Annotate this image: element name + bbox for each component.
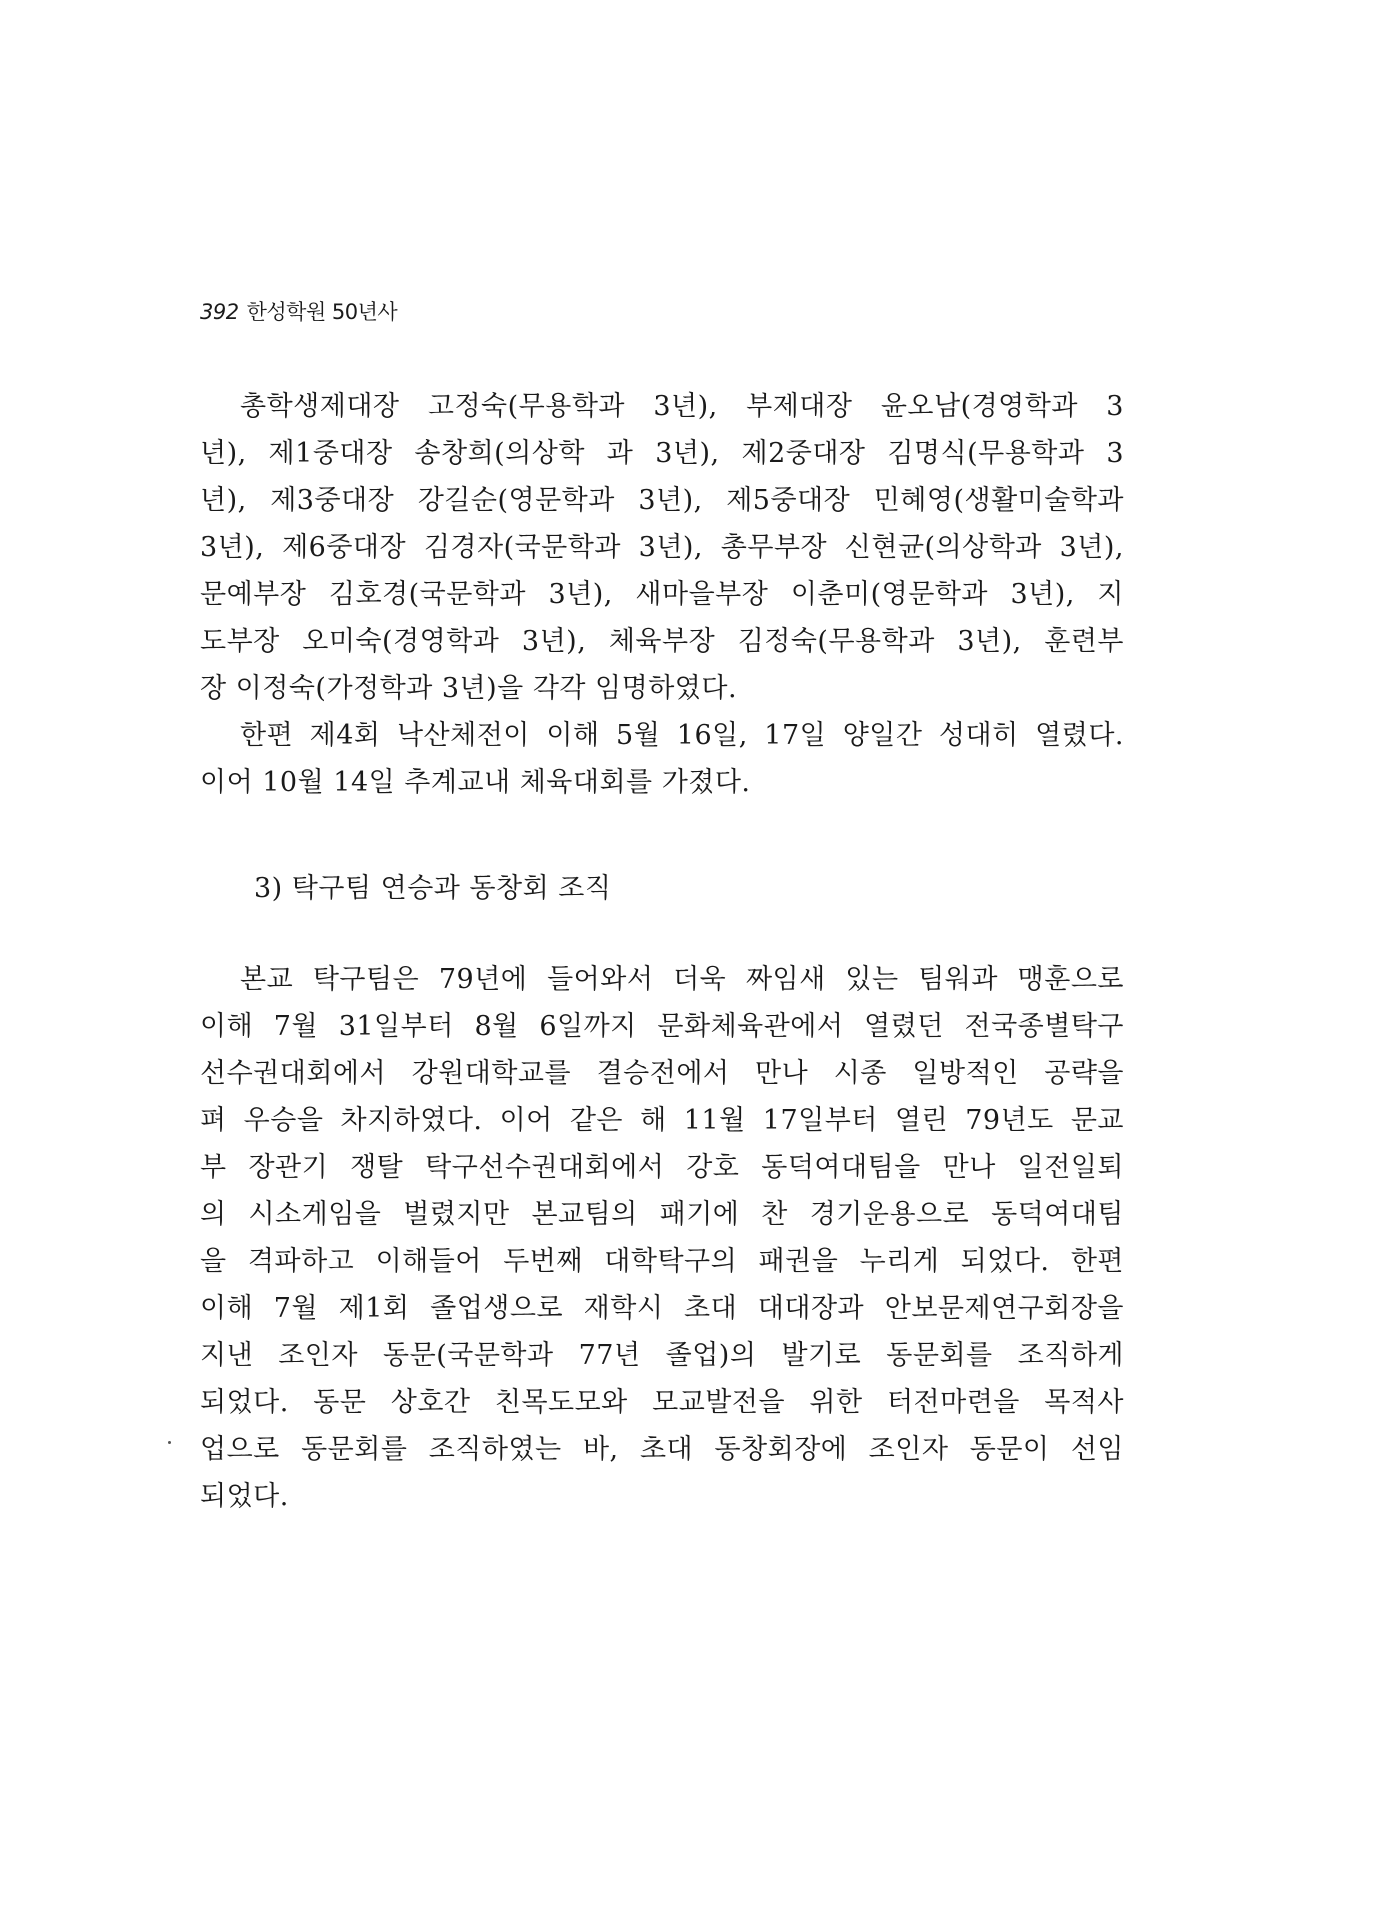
paragraph-line: 총학생제대장 고정숙(무용학과 3년), 부제대장 윤오남(경영학과 3 (240, 391, 1124, 422)
page-number: 392 (200, 300, 239, 324)
paragraph-line: 의 시소게임을 벌렸지만 본교팀의 패기에 찬 경기운용으로 동덕여대팀 (200, 1199, 1124, 1230)
paragraph-line: 년), 제3중대장 강길순(영문학과 3년), 제5중대장 민혜영(생활미술학과 (200, 485, 1124, 516)
paragraph-table-tennis (200, 956, 1124, 1520)
paragraph-line: 이해 7월 31일부터 8월 6일까지 문화체육관에서 열렸던 전국종별탁구 (200, 1011, 1124, 1042)
paragraph-line: 되었다. (200, 1481, 289, 1512)
paragraph-line: 장 이정숙(가정학과 3년)을 각각 임명하였다. (200, 673, 738, 704)
section-heading: 3) 탁구팀 연승과 동창회 조직 (254, 873, 612, 904)
paragraph-sports-festival (200, 712, 1124, 806)
paragraph-line: 도부장 오미숙(경영학과 3년), 체육부장 김정숙(무용학과 3년), 훈련부 (200, 626, 1124, 657)
paragraph-line: 지낸 조인자 동문(국문학과 77년 졸업)의 발기로 동문회를 조직하게 (200, 1340, 1124, 1371)
paragraph-line: 선수권대회에서 강원대학교를 결승전에서 만나 시종 일방적인 공략을 (200, 1058, 1124, 1089)
paragraph-line: 업으로 동문회를 조직하였는 바, 초대 동창회장에 조인자 동문이 선임 (200, 1434, 1124, 1465)
running-header (200, 296, 397, 326)
paragraph-line: 3년), 제6중대장 김경자(국문학과 3년), 총무부장 신현균(의상학과 3년), (200, 532, 1124, 563)
paragraph-line: 부 장관기 쟁탈 탁구선수권대회에서 강호 동덕여대팀을 만나 일전일퇴 (200, 1152, 1124, 1183)
paragraph-appointments (200, 383, 1124, 712)
paragraph-line: 되었다. 동문 상호간 친목도모와 모교발전을 위한 터전마련을 목적사 (200, 1387, 1124, 1418)
book-title: 한성학원 50년사 (246, 300, 398, 324)
paragraph-line: 이어 10월 14일 추계교내 체육대회를 가졌다. (200, 767, 751, 798)
paragraph-line: 을 격파하고 이해들어 두번째 대학탁구의 패권을 누리게 되었다. 한편 (200, 1246, 1124, 1277)
paragraph-line: 본교 탁구팀은 79년에 들어와서 더욱 짜임새 있는 팀워과 맹훈으로 (240, 964, 1124, 995)
paragraph-line: 펴 우승을 차지하였다. 이어 같은 해 11월 17일부터 열린 79년도 문교 (200, 1105, 1124, 1136)
paragraph-line: 문예부장 김호경(국문학과 3년), 새마을부장 이춘미(영문학과 3년), 지 (200, 579, 1124, 610)
paragraph-line: 한편 제4회 낙산체전이 이해 5월 16일, 17일 양일간 성대히 열렸다. (240, 720, 1124, 751)
scan-speck (168, 1441, 171, 1444)
paragraph-line: 년), 제1중대장 송창희(의상학 과 3년), 제2중대장 김명식(무용학과 3 (200, 438, 1124, 469)
paragraph-line: 이해 7월 제1회 졸업생으로 재학시 초대 대대장과 안보문제연구회장을 (200, 1293, 1124, 1324)
